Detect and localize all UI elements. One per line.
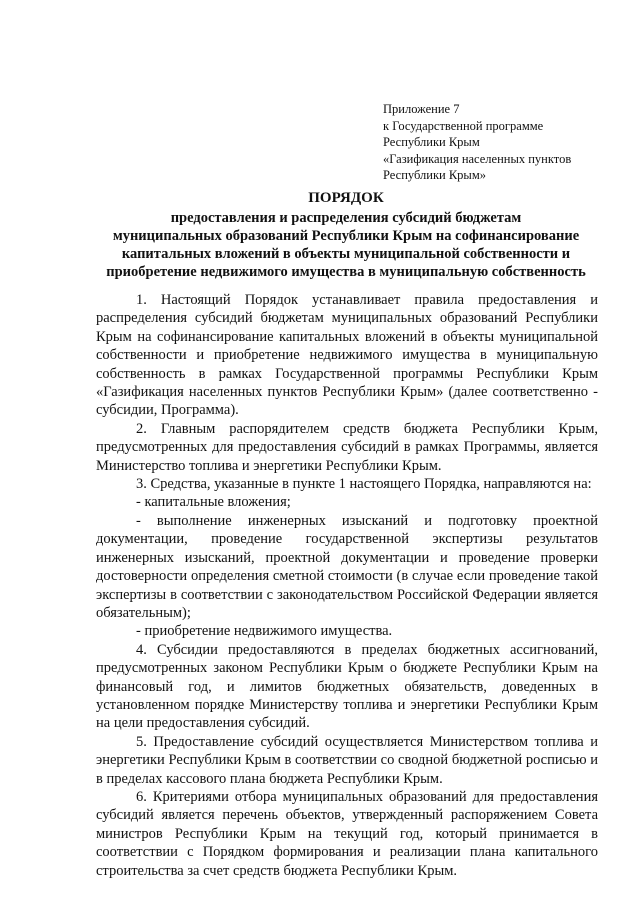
- paragraph-6: 6. Критериями отбора муниципальных образований для предоставления субсидий является перечень объектов, утвержденный распоряжением Совета министров Республики Крым на текущий год, который принимается в соответствии с Порядком формирования и реализации плана капитального строительства за счет средств бюджета Республики Крым.: [96, 788, 598, 879]
- paragraph-3: 3. Средства, указанные в пункте 1 настоящего Порядка, направляются на:: [136, 476, 592, 493]
- list-item-acquisition: - приобретение недвижимого имущества.: [136, 623, 393, 640]
- document-title: [96, 189, 596, 281]
- list-item-surveys: - выполнение инженерных изысканий и подготовку проектной документации, проведение государственной экспертизы результатов инженерных изысканий, проектной документации и проведение проверки достоверности определения сметной стоимости (в случае если проведение такой экспертизы в соответствии с законодательством Российской Федерации является обязательным);: [96, 512, 598, 621]
- annex-line: к Государственной программе: [383, 118, 544, 133]
- title-line: муниципальных образований Республики Крым на софинансирование: [112, 228, 580, 244]
- paragraph-5: 5. Предоставление субсидий осуществляется Министерством топлива и энергетики Республики Крым в соответствии со сводной бюджетной росписью и в пределах кассового плана бюджета Республики Крым.: [96, 733, 598, 787]
- annex-line: Республики Крым»: [383, 168, 486, 182]
- title-line: предоставления и распределения субсидий бюджетам: [170, 210, 522, 226]
- title-main: ПОРЯДОК: [308, 190, 384, 206]
- annex-note: [383, 101, 623, 184]
- title-line: приобретение недвижимого имущества в муниципальную собственность: [106, 264, 586, 280]
- title-subtitle: [96, 209, 596, 281]
- paragraph-4: 4. Субсидии предоставляются в пределах бюджетных ассигнований, предусмотренных законом Республики Крым о бюджете Республики Крым на финансовый год, и лимитов бюджетных обязательств, доведенных в установленном порядке Министерству топлива и энергетики Республики Крым на цели предоставления субсидий.: [96, 641, 598, 732]
- annex-line: Приложение 7: [383, 102, 460, 116]
- title-line: капитальных вложений в объекты муниципальной собственности и: [121, 246, 571, 262]
- list-item-capital: - капитальные вложения;: [136, 494, 291, 511]
- paragraph-2: 2. Главным распорядителем средств бюджета Республики Крым, предусмотренных для предоставления субсидий в рамках Программы, является Министерство топлива и энергетики Республики Крым.: [96, 420, 598, 474]
- annex-line: Республики Крым: [383, 135, 480, 149]
- annex-line: «Газификация населенных пунктов: [383, 151, 572, 166]
- document-body: [96, 291, 598, 880]
- paragraph-1: 1. Настоящий Порядок устанавливает правила предоставления и распределения субсидий бюджетам муниципальных образований Республики Крым на софинансирование капитальных вложений в объекты муниципальной собственности и приобретение недвижимого имущества в муниципальную собственность в рамках Государственной программы Республики Крым «Газификация населенных пунктов Республики Крым» (далее соответственно - субсидии, Программа).: [96, 292, 598, 419]
